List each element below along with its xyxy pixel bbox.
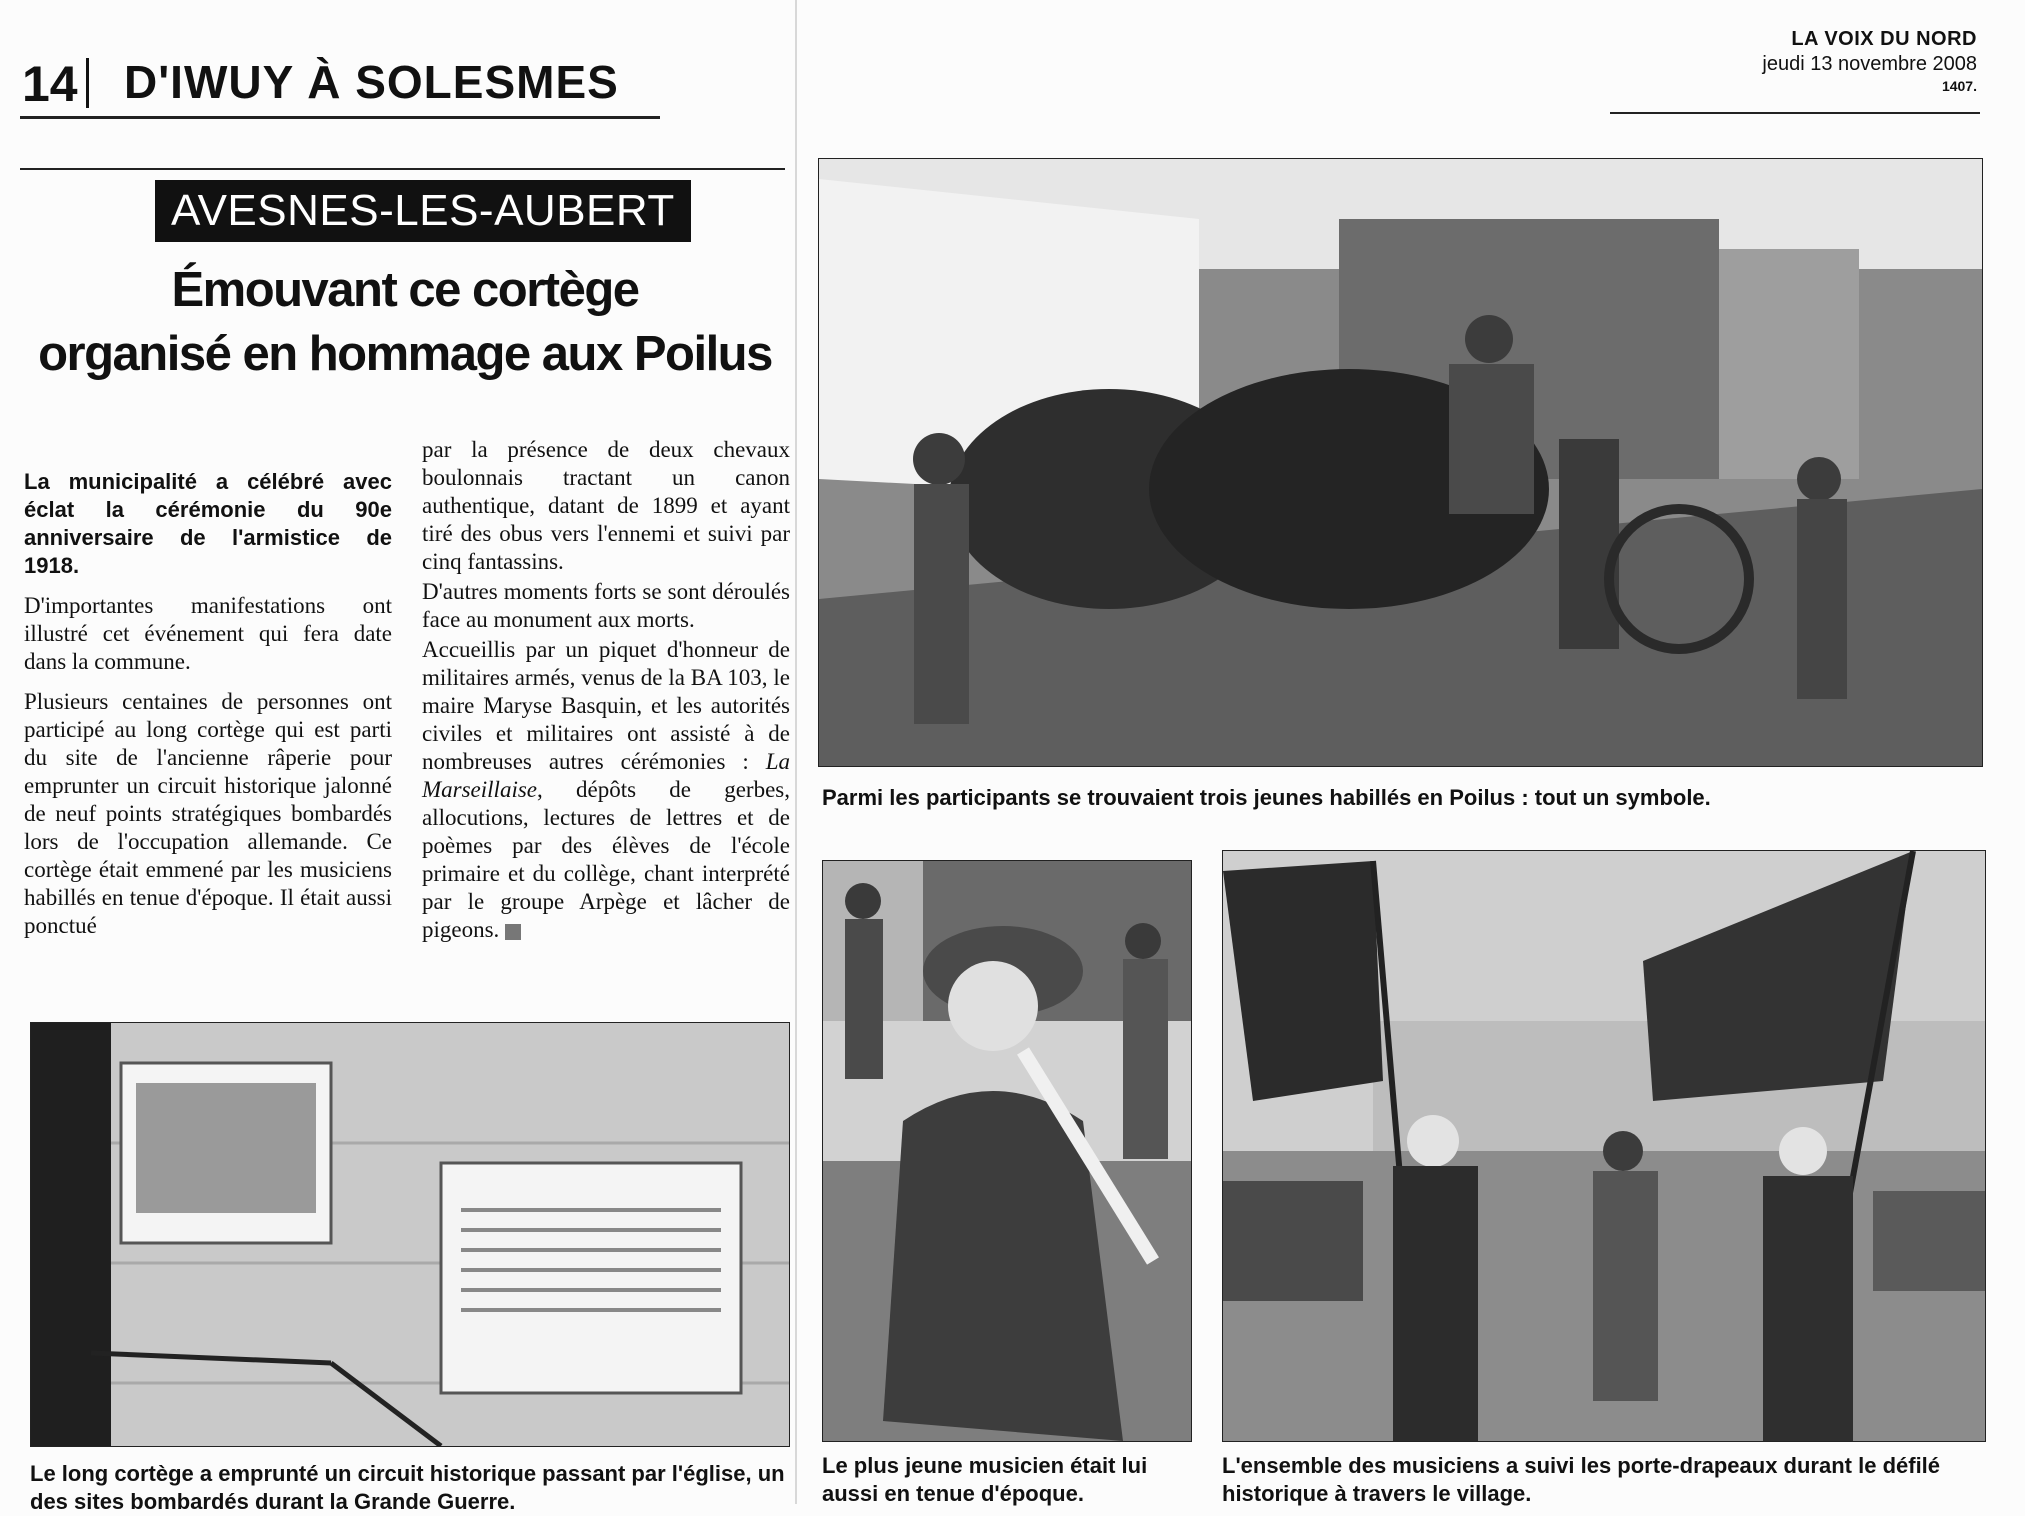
flag-bearers-illustration bbox=[1223, 851, 1985, 1441]
horse-cannon-illustration bbox=[819, 159, 1982, 766]
article-column-1 bbox=[24, 468, 392, 952]
caption-wall-photo: Le long cortège a emprunté un circuit historique passant par l'église, un des sites bombardés durant la Grande Guerre. bbox=[30, 1461, 785, 1514]
header-rule bbox=[20, 116, 660, 119]
caption-main-photo: Parmi les participants se trouvaient trois jeunes habillés en Poilus : tout un symbole. bbox=[822, 785, 1711, 810]
paragraph: Plusieurs centaines de personnes ont participé au long cortège qui est parti du site de l'ancienne râperie pour emprunter un circuit historique jalonné de neuf points stratégiques bombardés lors de l'occupation allemande. Ce cortège était emmené par les musiciens habillés en tenue d'époque. Il était aussi ponctué bbox=[24, 689, 392, 938]
masthead-rule bbox=[1610, 112, 1980, 114]
photo-flag-bearers-parade bbox=[1222, 850, 1986, 1442]
issue-date: jeudi 13 novembre 2008 bbox=[1762, 53, 1977, 75]
paragraph: D'importantes manifestations ont illustré cet événement qui fera date dans la commune. bbox=[24, 593, 392, 674]
article-lead: La municipalité a célébré avec éclat la cérémonie du 90e anniversaire de l'armistice de 1918. bbox=[24, 469, 392, 578]
photo-church-wall-plaques bbox=[30, 1022, 790, 1447]
paragraph bbox=[422, 636, 790, 944]
photo-horse-drawn-cannon bbox=[818, 158, 1983, 767]
page-number: 14 bbox=[22, 56, 78, 112]
edition-code: 1407. bbox=[1941, 78, 1977, 94]
article-headline bbox=[20, 258, 790, 386]
song-title: La Marseillaise bbox=[422, 749, 790, 802]
article-top-rule bbox=[20, 168, 785, 170]
article-kicker: AVESNES-LES-AUBERT bbox=[155, 180, 691, 242]
caption-trumpet-photo: Le plus jeune musicien était lui aussi en tenue d'époque. bbox=[822, 1453, 1148, 1506]
section-title: D'IWUY À SOLESMES bbox=[124, 56, 619, 108]
page-fold bbox=[795, 0, 797, 1504]
end-of-article-mark bbox=[505, 924, 521, 940]
headline-line-1: Émouvant ce cortège bbox=[171, 263, 639, 317]
newspaper-name: LA VOIX DU NORD bbox=[1791, 28, 1977, 50]
caption-flags-photo: L'ensemble des musiciens a suivi les porte-drapeaux durant le défilé historique à travers le village. bbox=[1222, 1453, 1941, 1506]
headline-line-2: organisé en hommage aux Poilus bbox=[38, 327, 772, 381]
wall-plaques-illustration bbox=[31, 1023, 789, 1446]
masthead bbox=[1762, 28, 1977, 94]
trumpeter-illustration bbox=[823, 861, 1191, 1441]
paragraph-text: Accueillis par un piquet d'honneur de militaires armés, venus de la BA 103, le maire Maryse Basquin, et les autorités civiles et militaires ont assisté à de nombreuses autres cérémonies : bbox=[422, 637, 790, 774]
paragraph: par la présence de deux chevaux boulonnais tractant un canon authentique, datant de 1899 et ayant tiré des obus vers l'ennemi et suivi par cinq fantassins. bbox=[422, 437, 790, 574]
paragraph: D'autres moments forts se sont déroulés face au monument aux morts. bbox=[422, 579, 790, 632]
paragraph-text: , dépôts de gerbes, allocutions, lectures de lettres et de poèmes par des élèves de l'école primaire et du collège, chant interprété par le groupe Arpège et lâcher de pigeons. bbox=[422, 777, 790, 942]
page-number-divider bbox=[86, 58, 89, 108]
article-column-2 bbox=[422, 436, 790, 956]
photo-young-trumpeter bbox=[822, 860, 1192, 1442]
